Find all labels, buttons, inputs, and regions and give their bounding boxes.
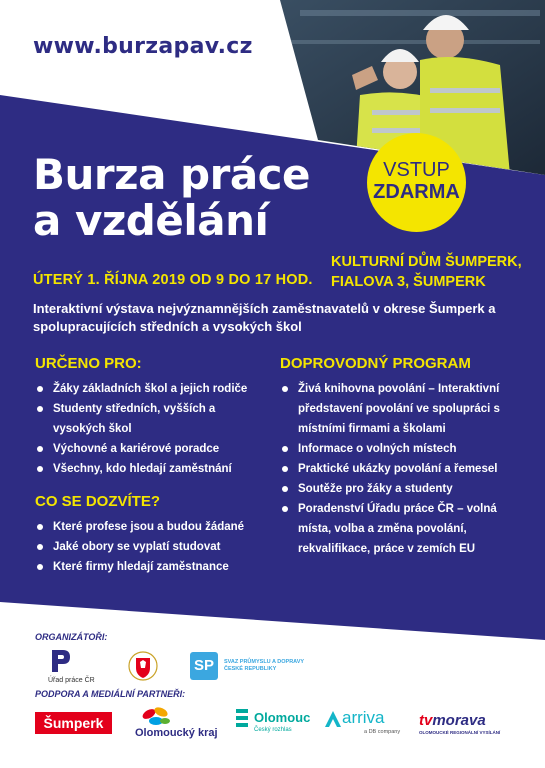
- program-heading: DOPROVODNÝ PROGRAM: [280, 355, 471, 372]
- crest-icon: [128, 648, 158, 684]
- sumperk-logo: Šumperk: [35, 712, 112, 734]
- tv-morava-sublabel: OLOMOUCKÉ REGIONÁLNÍ VYSÍLÁNÍ: [419, 730, 501, 735]
- urceno-list: [35, 379, 270, 479]
- sp-text-line1: SVAZ PRŮMYSLU A DOPRAVY: [224, 659, 305, 665]
- list-item: Soutěže pro žáky a studenty: [280, 479, 510, 499]
- event-venue: [331, 252, 522, 292]
- urceno-heading: URČENO PRO:: [35, 355, 142, 372]
- intro-text: Interaktivní výstava nejvýznamnějších zaměstnavatelů v okrese Šumperk a spolupracujících středních a vysokých škol: [33, 301, 496, 334]
- list-item: Které profese jsou a budou žádané: [35, 517, 270, 537]
- list-item: Živá knihovna povolání – Interaktivní představení povolání ve spolupráci s místními firmami a školami: [280, 379, 510, 439]
- partners-heading: PODPORA A MEDIÁLNÍ PARTNEŘI:: [35, 689, 186, 699]
- event-date: ÚTERÝ 1. ŘÍJNA 2019 OD 9 DO 17 HOD.: [33, 272, 313, 288]
- program-list: [280, 379, 510, 559]
- olomouc-sublabel: Český rozhlas: [254, 727, 292, 733]
- list-item: Studenty středních, vyšších a vysokých škol: [35, 399, 270, 439]
- list-item: Které firmy hledají zaměstnance: [35, 557, 270, 577]
- list-item: Výchovné a kariérové poradce: [35, 439, 270, 459]
- arriva-label: arriva: [342, 708, 385, 727]
- list-item: Praktické ukázky povolání a řemesel: [280, 459, 510, 479]
- organizers-heading: ORGANIZÁTOŘI:: [35, 632, 108, 642]
- tv-morava-prefix: tv: [419, 712, 433, 729]
- left-column: [35, 355, 270, 577]
- badge-line2: ZDARMA: [373, 181, 460, 203]
- region-crest-logo: [128, 648, 158, 684]
- olomouc-icon: [234, 708, 250, 732]
- sp-text-line2: ČESKÉ REPUBLIKY: [224, 666, 277, 672]
- sp-logo-text: [224, 659, 304, 673]
- website-url[interactable]: www.burzapav.cz: [33, 34, 253, 59]
- tv-morava-logo: [419, 712, 511, 742]
- event-title: Burza práce a vzdělání: [33, 150, 311, 245]
- arriva-sublabel: a DB company: [364, 729, 401, 735]
- tv-morava-name: morava: [432, 712, 486, 729]
- tv-morava-label: [419, 712, 486, 729]
- list-item: Jaké obory se vyplatí studovat: [35, 537, 270, 557]
- olkraj-label: Olomoucký kraj: [135, 727, 218, 739]
- list-item: Poradenství Úřadu práce ČR – volná místa, volba a změna povolání, rekvalifikace, práce v zemích EU: [280, 499, 510, 559]
- olomoucky-kraj-logo: [123, 706, 223, 740]
- venue-line1: KULTURNÍ DŮM ŠUMPERK,: [331, 254, 522, 270]
- arriva-icon: [324, 710, 342, 728]
- urad-prace-logo: [48, 648, 108, 686]
- list-item: Žáky základních škol a jejich rodiče: [35, 379, 270, 399]
- list-item: Informace o volných místech: [280, 439, 510, 459]
- dozvite-heading: CO SE DOZVÍTE?: [35, 493, 161, 510]
- free-entry-badge: [367, 133, 466, 232]
- urad-prace-icon: [48, 648, 72, 674]
- sp-logo: SP: [190, 652, 218, 680]
- list-item: Všechny, kdo hledají zaměstnání: [35, 459, 270, 479]
- olkraj-icon: [141, 706, 171, 728]
- right-column: [280, 355, 510, 559]
- urad-prace-label: Úřad práce ČR: [48, 677, 95, 684]
- arriva-logo: [324, 708, 409, 738]
- olomouc-label: Olomouc: [254, 710, 311, 725]
- dozvite-list: [35, 517, 270, 577]
- venue-line2: FIALOVA 3, ŠUMPERK: [331, 274, 486, 290]
- olomouc-radio-logo: [234, 708, 314, 740]
- badge-line1: VSTUP: [383, 159, 450, 181]
